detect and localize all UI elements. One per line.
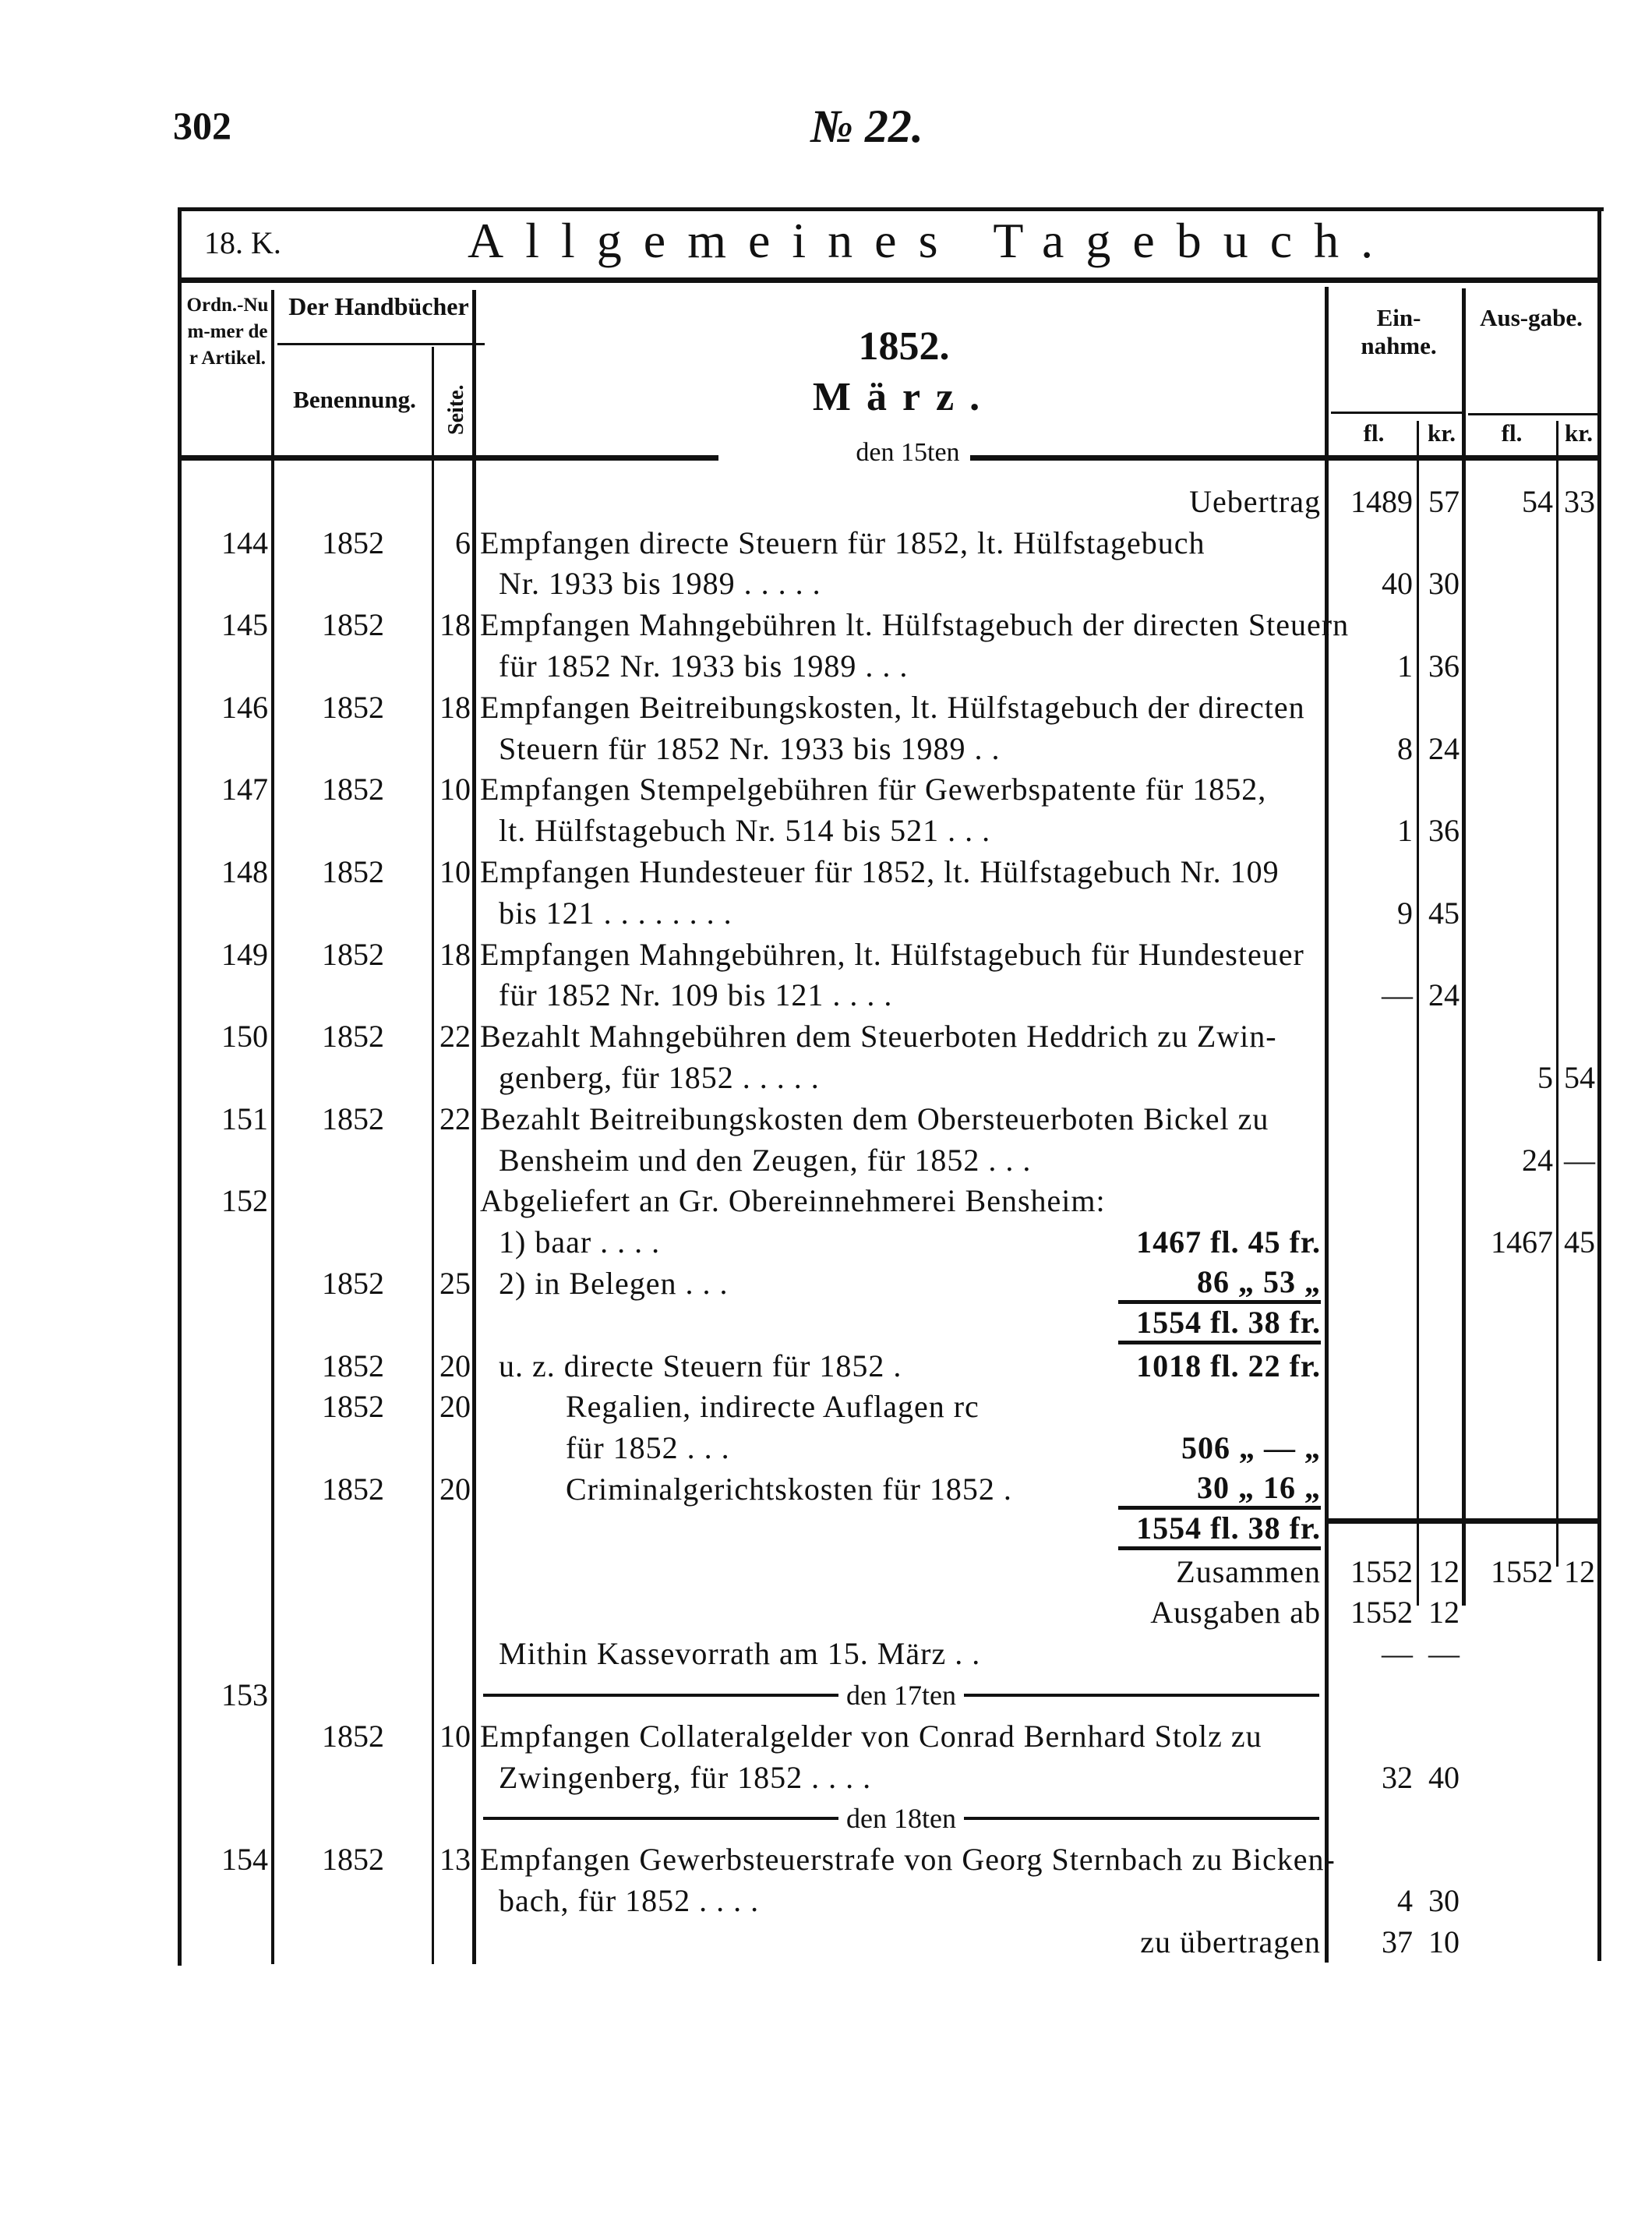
entry-description [475, 1594, 1327, 1631]
einnahme-gulden: 1552 [1350, 1595, 1413, 1631]
einnahme-kreuzer: 10 [1428, 1924, 1460, 1959]
entry-text: Empfangen directe Steuern für 1852, lt. Hülfstagebuch [480, 525, 1205, 560]
ausgabe-kreuzer: 54 [1564, 1060, 1595, 1096]
journal-line [181, 1798, 1600, 1839]
journal-line [181, 1221, 1600, 1263]
entry-description [475, 1348, 1327, 1384]
header-rule-right [970, 455, 1599, 461]
entry-text: für 1852 Nr. 1933 bis 1989 . . . [499, 648, 909, 684]
einnahme-kreuzer: 40 [1428, 1759, 1460, 1795]
entry-description [475, 771, 1327, 807]
subtotal-amount: 30 „ 16 „ [1118, 1469, 1321, 1510]
journal-line [181, 522, 1600, 564]
handbook-year: 1852 [322, 689, 384, 725]
entry-description [475, 1553, 1327, 1590]
einnahme-kreuzer: 12 [1428, 1553, 1460, 1589]
entry-description [475, 483, 1327, 520]
journal-line [181, 1263, 1600, 1304]
entry-text: 2) in Belegen . . . [499, 1266, 729, 1302]
entry-description [475, 648, 1327, 684]
separator-date: den 18ten [846, 1802, 956, 1834]
entry-text: zu übertragen [1140, 1924, 1321, 1959]
header-einnahme: Ein-nahme. [1361, 304, 1437, 359]
entry-description [475, 1635, 1327, 1672]
handbook-page: 10 [439, 1718, 471, 1754]
header-ein-fl: fl. [1363, 419, 1385, 447]
ausgabe-gulden: 1552 [1491, 1553, 1553, 1589]
einnahme-gulden: 32 [1382, 1759, 1413, 1795]
page-number: 302 [173, 104, 231, 147]
entry-description [475, 1101, 1327, 1137]
handbook-page: 18 [439, 936, 471, 972]
title-rule [181, 277, 1599, 283]
entry-description [475, 525, 1327, 561]
handbook-page: 13 [439, 1842, 471, 1878]
article-number: 146 [221, 689, 268, 725]
entry-text: Empfangen Collateralgelder von Conrad Bernhard Stolz zu [480, 1718, 1262, 1754]
journal-line [181, 1016, 1600, 1057]
einnahme-gulden: 4 [1397, 1882, 1413, 1918]
entry-description [475, 1882, 1327, 1919]
separator-date: den 17ten [846, 1679, 956, 1711]
einnahme-kreuzer: 36 [1428, 813, 1460, 849]
entry-description [475, 1018, 1327, 1055]
einnahme-kreuzer: 57 [1428, 483, 1460, 519]
journal-line [181, 564, 1600, 605]
handbook-page: 20 [439, 1348, 471, 1383]
journal-line [181, 1921, 1600, 1963]
header-seite: Seite. [444, 384, 468, 435]
article-number: 145 [221, 607, 268, 643]
entry-text: Bezahlt Beitreibungskosten dem Obersteuerboten Bickel zu [480, 1101, 1269, 1136]
einnahme-kreuzer: 30 [1428, 566, 1460, 602]
journal-line [181, 1592, 1600, 1634]
journal-line [181, 604, 1600, 645]
entry-text: lt. Hülfstagebuch Nr. 514 bis 521 . . . [499, 813, 991, 849]
journal-line [181, 728, 1600, 769]
entry-text: Criminalgerichtskosten für 1852 . [566, 1472, 1012, 1507]
journal-line [181, 1427, 1600, 1468]
subtotal-amount: 1018 fl. 22 fr. [1136, 1348, 1321, 1383]
article-number: 152 [221, 1183, 268, 1219]
header-aus-fl: fl. [1501, 419, 1523, 447]
journal-line [181, 1633, 1600, 1674]
date-separator [475, 1802, 1327, 1835]
entry-description [475, 565, 1327, 602]
entry-description [475, 1059, 1327, 1096]
journal-line [181, 1181, 1600, 1222]
separator-rule [483, 1817, 838, 1820]
entry-text: bis 121 . . . . . . . . [499, 895, 732, 931]
entry-text: Empfangen Hundesteuer für 1852, lt. Hülfstagebuch Nr. 109 [480, 854, 1280, 890]
journal-line [181, 1304, 1600, 1345]
entry-description [475, 1304, 1327, 1344]
ausgabe-gulden: 54 [1522, 483, 1553, 519]
article-number: 147 [221, 772, 268, 807]
journal-line [181, 1674, 1600, 1715]
journal-line [181, 892, 1600, 934]
entry-description [475, 1924, 1327, 1960]
article-number: 151 [221, 1101, 268, 1136]
entry-text: Empfangen Mahngebühren, lt. Hülfstagebuch für Hundesteuer [480, 936, 1304, 972]
volume-label: 18. K. [204, 225, 281, 260]
handbook-page: 22 [439, 1019, 471, 1055]
article-number: 154 [221, 1842, 268, 1878]
einnahme-gulden: 9 [1397, 895, 1413, 931]
journal-line [181, 810, 1600, 851]
handbook-page: 6 [455, 525, 471, 560]
handbook-page: 25 [439, 1266, 471, 1302]
handbook-year: 1852 [322, 936, 384, 972]
handbook-year: 1852 [322, 772, 384, 807]
entry-text: Empfangen Mahngebühren lt. Hülfstagebuch der directen Steuern [480, 607, 1350, 643]
handbook-year: 1852 [322, 1842, 384, 1878]
article-number: 144 [221, 525, 268, 560]
einnahme-kreuzer: 12 [1428, 1595, 1460, 1631]
subtotal-amount: 86 „ 53 „ [1118, 1263, 1321, 1304]
handbook-year: 1852 [322, 1266, 384, 1302]
entry-description [475, 730, 1327, 767]
journal-line [181, 1551, 1600, 1592]
entry-text: Ausgaben ab [1150, 1595, 1321, 1631]
header-benennung: Benennung. [293, 386, 416, 413]
journal-line [181, 1510, 1600, 1551]
separator-rule [964, 1694, 1319, 1697]
entry-description [475, 689, 1327, 726]
subtotal-amount: 506 „ — „ [1181, 1430, 1321, 1466]
entry-description [475, 1841, 1336, 1878]
entry-text: Steuern für 1852 Nr. 1933 bis 1989 . . [499, 730, 1001, 766]
handbook-year: 1852 [322, 607, 384, 643]
handbook-page: 20 [439, 1389, 471, 1425]
date-separator [475, 1679, 1327, 1712]
header-year: 1852. [858, 324, 950, 369]
journal-line [181, 1839, 1600, 1880]
entry-text: 1) baar . . . . [499, 1224, 661, 1260]
entry-description [475, 1718, 1327, 1754]
entry-description [475, 1388, 1327, 1425]
entry-text: für 1852 Nr. 109 bis 121 . . . . [499, 977, 893, 1013]
entry-text: bach, für 1852 . . . . [499, 1882, 760, 1918]
frame-top-rule [178, 207, 1604, 211]
entry-description [475, 853, 1327, 890]
entry-text: Mithin Kassevorrath am 15. März . . [499, 1636, 981, 1672]
entry-text: Bensheim und den Zeugen, für 1852 . . . [499, 1142, 1032, 1178]
handbook-year: 1852 [322, 1019, 384, 1055]
article-number: 148 [221, 854, 268, 890]
einnahme-gulden: — [1382, 1636, 1413, 1672]
separator-rule [964, 1817, 1319, 1820]
subtotal-amount: 1467 fl. 45 fr. [1136, 1224, 1321, 1260]
handbook-page: 22 [439, 1101, 471, 1136]
entry-text: Zusammen [1176, 1553, 1321, 1589]
journal-line [181, 1468, 1600, 1510]
header-ordnungsnummer: Ordn.-Num-mer der Artikel. [186, 295, 269, 369]
entry-text: genberg, für 1852 . . . . . [499, 1060, 820, 1096]
handbook-year: 1852 [322, 854, 384, 890]
entry-text: Empfangen Gewerbsteuerstrafe von Georg Sternbach zu Bicken- [480, 1842, 1336, 1878]
handbook-year: 1852 [322, 1101, 384, 1136]
entry-text: Abgeliefert an Gr. Obereinnehmerei Bensheim: [480, 1183, 1106, 1219]
einnahme-kreuzer: 30 [1428, 1882, 1460, 1918]
einnahme-gulden: 1552 [1350, 1553, 1413, 1589]
subtotal-amount: 1554 fl. 38 fr. [1118, 1510, 1321, 1550]
ausgabe-gulden: 5 [1537, 1060, 1553, 1096]
handbook-page: 10 [439, 854, 471, 890]
einnahme-kreuzer: — [1428, 1636, 1460, 1672]
issue-number: № 22. [810, 101, 923, 152]
entry-description [475, 936, 1327, 973]
entry-text: u. z. directe Steuern für 1852 . [499, 1348, 902, 1383]
journal-line [181, 769, 1600, 811]
journal-entries [181, 481, 1600, 1963]
ausgabe-gulden: 1467 [1491, 1224, 1553, 1260]
handbook-page: 20 [439, 1472, 471, 1507]
entry-description [475, 1510, 1327, 1550]
handbook-year: 1852 [322, 1389, 384, 1425]
entry-text: Regalien, indirecte Auflagen rc [566, 1389, 980, 1425]
entry-description [475, 895, 1327, 931]
entry-description [475, 606, 1350, 643]
journal-line [181, 851, 1600, 892]
journal-line [181, 1098, 1600, 1140]
entry-description [475, 1224, 1327, 1260]
journal-line [181, 687, 1600, 728]
entry-text: Bezahlt Mahngebühren dem Steuerboten Heddrich zu Zwin- [480, 1019, 1277, 1055]
einnahme-gulden: 37 [1382, 1924, 1413, 1959]
einnahme-gulden: 1489 [1350, 483, 1413, 519]
handbook-year: 1852 [322, 525, 384, 560]
article-number: 153 [221, 1677, 268, 1712]
journal-line [181, 1140, 1600, 1181]
journal-title: Allgemeines Tagebuch. [468, 213, 1396, 268]
handbook-year: 1852 [322, 1348, 384, 1383]
entry-description [475, 1263, 1327, 1304]
date-den-15ten: den 15ten [856, 438, 960, 467]
entry-description [475, 1182, 1327, 1219]
entry-text: Uebertrag [1189, 483, 1321, 519]
handbook-year: 1852 [322, 1718, 384, 1754]
handbook-year: 1852 [322, 1472, 384, 1507]
journal-line [181, 934, 1600, 975]
einnahme-kreuzer: 24 [1428, 977, 1460, 1013]
ausgabe-kreuzer: 45 [1564, 1224, 1595, 1260]
entry-text: Nr. 1933 bis 1989 . . . . . [499, 566, 821, 602]
ausgabe-kreuzer: 12 [1564, 1553, 1595, 1589]
ausgabe-kreuzer: — [1564, 1142, 1595, 1178]
separator-rule [483, 1694, 838, 1697]
einnahme-gulden: — [1382, 977, 1413, 1013]
article-number: 149 [221, 936, 268, 972]
einnahme-kreuzer: 45 [1428, 895, 1460, 931]
subtotal-amount: 1554 fl. 38 fr. [1118, 1304, 1321, 1344]
journal-line [181, 1757, 1600, 1798]
entry-description [475, 1469, 1327, 1510]
handbuecher-rule [277, 343, 485, 345]
ausgabe-gulden: 24 [1522, 1142, 1553, 1178]
journal-line [181, 1345, 1600, 1387]
einnahme-gulden: 40 [1382, 566, 1413, 602]
entry-description [475, 1142, 1327, 1178]
journal-line [181, 975, 1600, 1016]
einnahme-gulden: 8 [1397, 730, 1413, 766]
journal-line [181, 645, 1600, 687]
entry-text: Zwingenberg, für 1852 . . . . [499, 1759, 872, 1795]
handbook-page: 10 [439, 772, 471, 807]
ausgabe-kreuzer: 33 [1564, 483, 1595, 519]
article-number: 150 [221, 1019, 268, 1055]
journal-line [181, 481, 1600, 522]
header-rule-left [181, 455, 718, 461]
header-ein-kr: kr. [1428, 419, 1456, 447]
journal-line [181, 1715, 1600, 1757]
entry-text: für 1852 . . . [566, 1430, 730, 1466]
einnahme-rule [1331, 412, 1462, 414]
header-month: März. [812, 375, 996, 419]
entry-description [475, 1429, 1327, 1466]
header-handbuecher: Der Handbücher [288, 292, 469, 320]
journal-line [181, 1057, 1600, 1098]
ausgabe-rule [1468, 413, 1597, 415]
einnahme-gulden: 1 [1397, 813, 1413, 849]
header-ausgabe: Aus-gabe. [1480, 304, 1583, 331]
einnahme-kreuzer: 24 [1428, 730, 1460, 766]
entry-text: Empfangen Beitreibungskosten, lt. Hülfstagebuch der directen [480, 689, 1305, 725]
entry-description [475, 812, 1327, 849]
entry-description [475, 977, 1327, 1013]
entry-description [475, 1759, 1327, 1796]
handbook-page: 18 [439, 689, 471, 725]
handbook-page: 18 [439, 607, 471, 643]
journal-line [181, 1387, 1600, 1428]
einnahme-gulden: 1 [1397, 648, 1413, 684]
journal-line [181, 1880, 1600, 1921]
entry-text: Empfangen Stempelgebühren für Gewerbspatente für 1852, [480, 772, 1267, 807]
header-aus-kr: kr. [1565, 419, 1593, 447]
einnahme-kreuzer: 36 [1428, 648, 1460, 684]
